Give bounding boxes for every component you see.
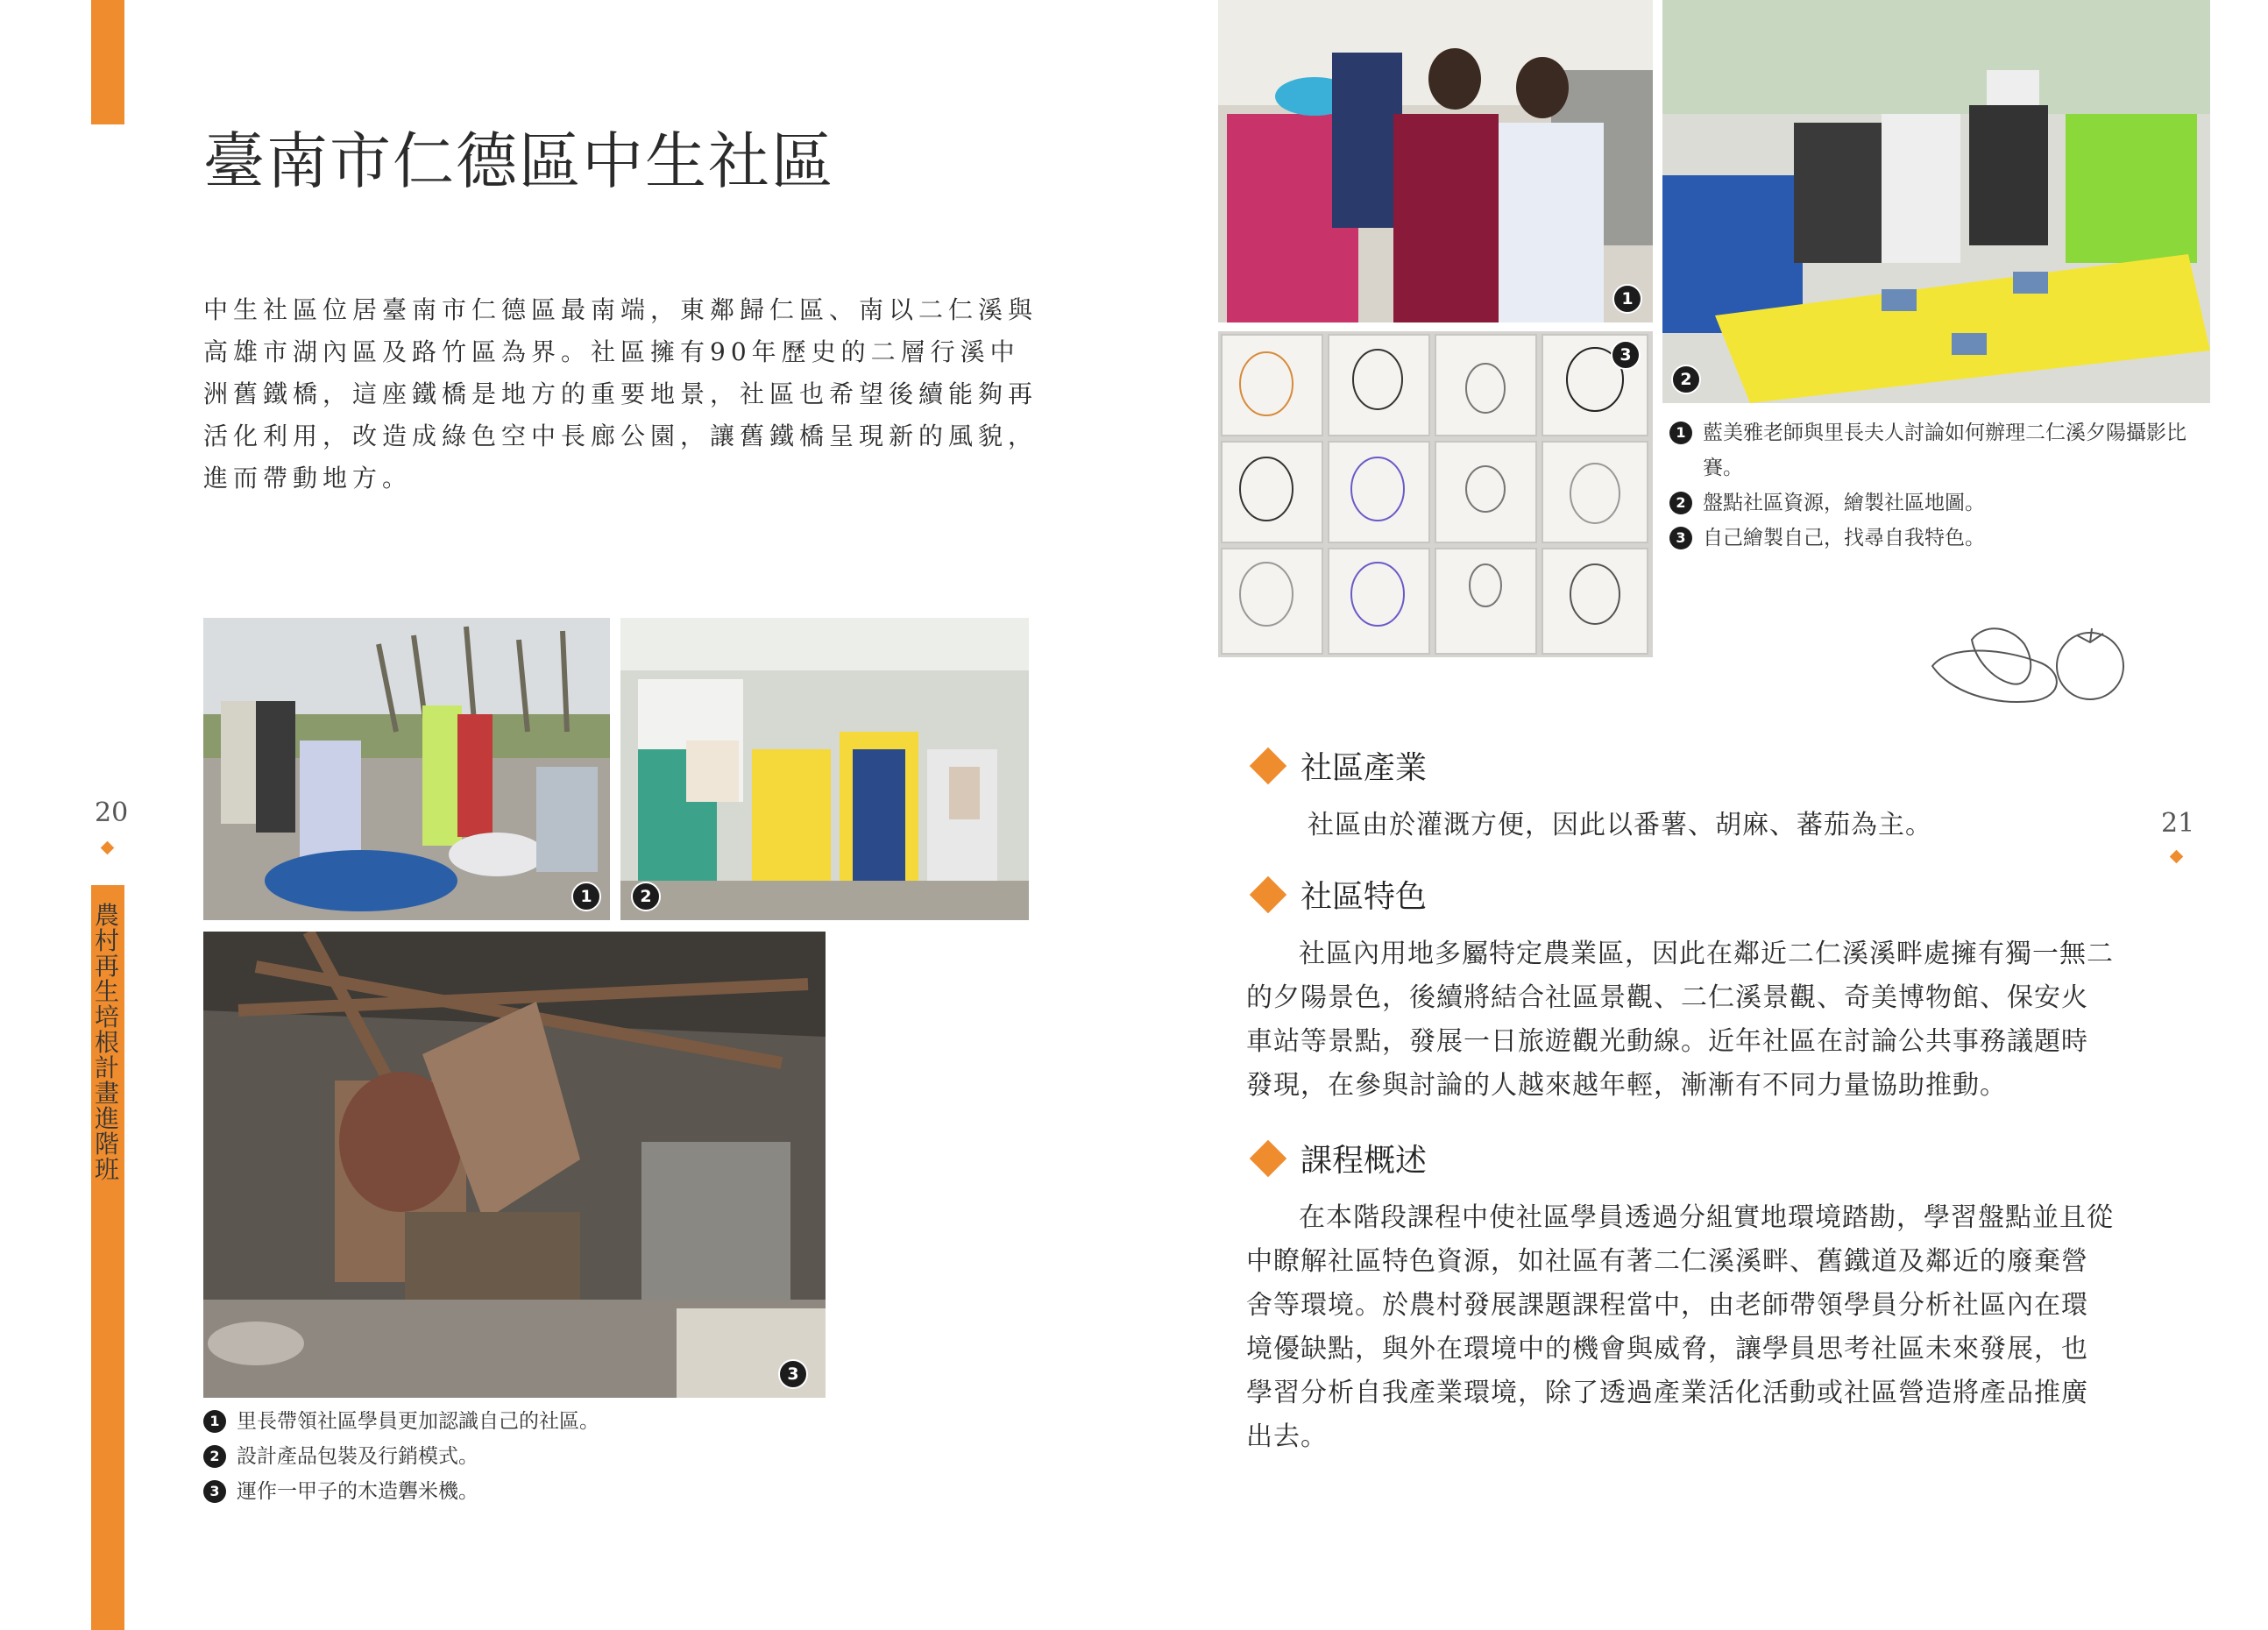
caption-num: 2 bbox=[1669, 492, 1692, 514]
page-title: 臺南市仁德區中生社區 bbox=[203, 125, 834, 197]
photo-community-map bbox=[1662, 0, 2210, 403]
page-number-diamond-left bbox=[101, 841, 115, 855]
caption-text: 盤點社區資源，繪製社區地圖。 bbox=[1703, 492, 1985, 514]
caption-text: 里長帶領社區學員更加認識自己的社區。 bbox=[237, 1410, 599, 1433]
section-title: 社區特色 bbox=[1301, 879, 1428, 915]
photo-badge-r2: 2 bbox=[1671, 365, 1701, 394]
caption-text: 藍美雅老師與里長夫人討論如何辦理二仁溪夕陽攝影比賽。 bbox=[1703, 422, 2186, 479]
caption-item bbox=[203, 1404, 817, 1439]
caption-text: 自己繪製自己，找尋自我特色。 bbox=[1703, 527, 1985, 549]
section-body: 社區內用地多屬特定農業區，因此在鄰近二仁溪溪畔處擁有獨一無二的夕陽景色，後續將結合社區景觀、二仁溪景觀、奇美博物館、保安火車站等景點，發展一日旅遊觀光動線。近年社區在討論公共事務議題時發現，在參與討論的人越來越年輕，漸漸有不同力量協助推動。 bbox=[1246, 939, 2114, 1101]
caption-item bbox=[203, 1439, 817, 1474]
page-number-right: 21 bbox=[2161, 808, 2195, 839]
caption-num: 3 bbox=[203, 1480, 226, 1503]
section-title: 課程概述 bbox=[1301, 1143, 1428, 1179]
side-series-label: 農村再生培根計畫 進階班 bbox=[91, 894, 123, 1201]
caption-num: 1 bbox=[1669, 422, 1692, 444]
caption-num: 1 bbox=[203, 1410, 226, 1433]
photo-product-posters bbox=[620, 618, 1029, 920]
section-body: 社區由於灌溉方便，因此以番薯、胡麻、蕃茄為主。 bbox=[1308, 810, 1932, 840]
caption-item bbox=[203, 1474, 817, 1509]
section-heading bbox=[1255, 743, 2114, 788]
section-diamond-icon bbox=[1250, 875, 1286, 912]
photo-badge-l3: 3 bbox=[778, 1359, 808, 1389]
photo-badge-l1: 1 bbox=[571, 882, 601, 911]
top-orange-bar bbox=[91, 0, 124, 124]
page-number-diamond-right bbox=[2170, 850, 2184, 864]
caption-item bbox=[1669, 485, 2213, 521]
photo-teacher-discussion bbox=[1218, 0, 1653, 322]
page-number-left: 20 bbox=[95, 797, 129, 828]
caption-text: 設計產品包裝及行銷模式。 bbox=[237, 1445, 478, 1468]
photo-village-walk bbox=[203, 618, 610, 920]
photo-badge-r3: 3 bbox=[1611, 340, 1641, 370]
caption-item bbox=[1669, 415, 2213, 485]
caption-num: 3 bbox=[1669, 527, 1692, 549]
section-heading bbox=[1255, 1136, 2114, 1180]
photo-badge-l2: 2 bbox=[631, 882, 661, 911]
photo-badge-r1: 1 bbox=[1612, 284, 1642, 314]
section-diamond-icon bbox=[1250, 1139, 1286, 1176]
section-features bbox=[1246, 872, 2114, 1108]
section-heading bbox=[1255, 872, 2114, 917]
caption-text: 運作一甲子的木造礱米機。 bbox=[237, 1480, 478, 1503]
photo-rice-mill bbox=[203, 932, 826, 1398]
sweet-potato-tomato-icon bbox=[1924, 618, 2130, 723]
right-captions bbox=[1669, 415, 2213, 556]
caption-num: 2 bbox=[203, 1445, 226, 1468]
section-course-overview bbox=[1246, 1136, 2114, 1459]
section-body: 在本階段課程中使社區學員透過分組實地環境踏勘，學習盤點並且從中瞭解社區特色資源，如社區有著二仁溪溪畔、舊鐵道及鄰近的廢棄營舍等環境。於農村發展課題課程當中，由老師帶領學員分析社區內在環境優缺點，與外在環境中的機會與威脅，讓學員思考社區未來發展，也學習分析自我產業環境，除了透過產業活化活動或社區營造將產品推廣出去。 bbox=[1246, 1202, 2114, 1452]
intro-paragraph: 中生社區位居臺南市仁德區最南端，東鄰歸仁區、南以二仁溪與高雄市湖內區及路竹區為界。社區擁有90年歷史的二層行溪中洲舊鐵橋，這座鐵橋是地方的重要地景，社區也希望後續能夠再活化利用，改造成綠色空中長廊公園，讓舊鐵橋呈現新的風貌，進而帶動地方。 bbox=[203, 295, 1038, 493]
section-industry bbox=[1255, 743, 2114, 847]
photo-self-portraits bbox=[1218, 331, 1653, 657]
left-captions bbox=[203, 1404, 817, 1509]
section-title: 社區產業 bbox=[1301, 750, 1428, 786]
section-diamond-icon bbox=[1250, 747, 1286, 783]
caption-item bbox=[1669, 521, 2213, 556]
